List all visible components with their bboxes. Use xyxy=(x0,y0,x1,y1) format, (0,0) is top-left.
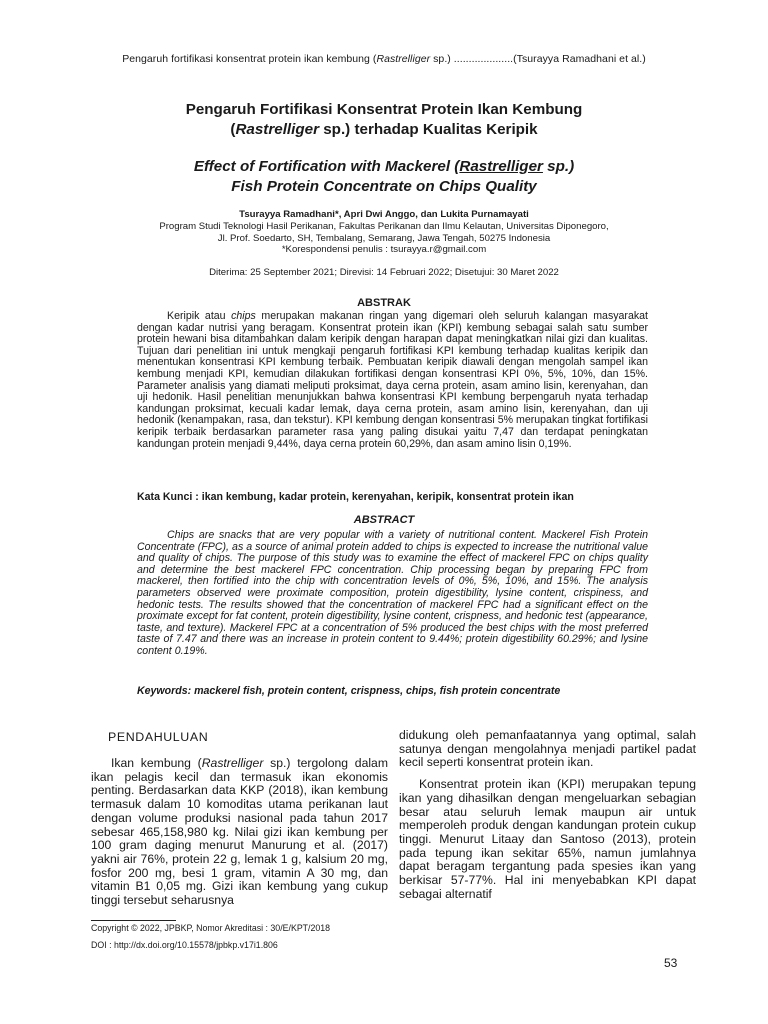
running-header-post: sp.) ....................(Tsurayya Ramadhani et al.) xyxy=(430,53,646,65)
doi-link[interactable]: DOI : http://dx.doi.org/10.15578/jpbkp.v17i1.806 xyxy=(91,940,278,950)
abstrak-text-pre: Keripik atau xyxy=(167,310,232,322)
kata-kunci: Kata Kunci : ikan kembung, kadar protein, kerenyahan, keripik, konsentrat protein ikan xyxy=(137,491,574,503)
body-column-left xyxy=(91,757,388,916)
affiliation-line1: Program Studi Teknologi Hasil Perikanan, Fakultas Perikanan dan Ilmu Kelautan, Universitas Diponegoro, xyxy=(159,221,609,232)
abstrak-text-body: merupakan makanan ringan yang digemari oleh seluruh kalangan masyarakat dengan kadar nutrisi yang beragam. Konsentrat protein ikan (KPI) kembung sebagai salah satu sumber protein hewani bisa ditambahkan dalam keripik dengan harapan dapat meningkatkan nilai gizi dan kualitas. Tujuan dari penelitian ini untuk mengkaji pengaruh fortifikasi KPI kembung terhadap kualitas keripik dan menentukan konsentrasi KPI kembung terbaik. Pembuatan keripik diawali dengan mengolah sampel ikan kembung menjadi KPI, kemudian dilakukan fortifikasi dengan konsentrasi KPI 0%, 5%, 10%, dan 15%. Parameter analisis yang diamati meliputi proksimat, daya cerna protein, asam amino lisin, kerenyahan, dan uji hedonik. Hasil penelitian menunjukkan bahwa konsentrasi KPI kembung berpengaruh nyata terhadap kandungan proksimat, kecuali kadar lemak, daya cerna protein, asam amino lisin, kerenyahan, dan uji hedonik (kenampakan, rasa, dan tekstur). KPI kembung dengan konsentrasi 5% merupakan tingkat fortifikasi keripik terbaik berdasarkan parameter rasa yang paling disukai yaitu 7,47 dan terdapat peningkatan kandungan protein menjadi 9,44%, daya cerna protein 60,29%, dan asam amino lisin 0,19%. xyxy=(137,310,648,450)
title-english-line1-post: sp.) xyxy=(542,158,575,175)
keywords: Keywords: mackerel fish, protein content, crispness, chips, fish protein concentrate xyxy=(137,685,561,697)
title-paren: ( xyxy=(230,121,236,138)
title-english-line1 xyxy=(60,157,708,177)
section-heading-pendahuluan: PENDAHULUAN xyxy=(108,730,209,744)
title-indonesian-line2 xyxy=(60,120,708,140)
title-english xyxy=(60,157,708,197)
affiliation xyxy=(60,221,708,256)
correspondence-email: *Korespondensi penulis : tsurayya.r@gmail.com xyxy=(281,244,487,255)
title-species: Rastrelliger xyxy=(235,121,320,138)
footnote-rule xyxy=(91,920,176,921)
abstract-text: Chips are snacks that are very popular with a variety of nutritional content. Mackerel Fish Protein Concentrate (FPC), as a source of animal protein added to chips is expected to increase the nutritional value and quality of chips. The purpose of this study was to examine the effect of mackerel FPC on chips quality and determine the best mackerel FPC concentration. Chip processing began by preparing FPC from mackerel, then fortified into the chip with concentration levels of 0%, 5%, 10%, and 15%. The analysis parameters observed were proximate composition, protein digestibility, lysine content, crispiness, and hedonic tests. The results showed that the concentration of mackerel FPC had a significant effect on the proximate except for fat content, protein digestibility, lysine content, crispness, and hedonic test (appearance, taste, and texture). Mackerel FPC at a concentration of 5% produced the best chips with the most preferred taste of 7.47 and there was an increase in protein content to 9.44%; protein digestibility 60.29%; and lysine content 0.19%. xyxy=(137,529,648,657)
running-header-pre: Pengaruh fortifikasi konsentrat protein ikan kembung ( xyxy=(122,53,377,65)
intro-paragraph-1-cont: didukung oleh pemanfaatannya yang optimal, salah satunya dengan mengolahnya menjadi partikel padat kecil seperti konsentrat protein ikan. xyxy=(399,728,696,770)
intro-p1-pre: Ikan kembung ( xyxy=(111,756,202,770)
title-indonesian xyxy=(60,100,708,140)
title-english-species: Rastrelliger xyxy=(459,158,543,175)
affiliation-line2: Jl. Prof. Soedarto, SH, Tembalang, Semarang, Jawa Tengah, 50275 Indonesia xyxy=(217,232,551,244)
title-indonesian-line1: Pengaruh Fortifikasi Konsentrat Protein Ikan Kembung xyxy=(185,101,583,118)
intro-paragraph-1 xyxy=(91,757,388,908)
intro-paragraph-2: Konsentrat protein ikan (KPI) merupakan tepung ikan yang dihasilkan dengan mengeluarkan sebagian besar atau seluruh lemak maupun air untuk memperoleh produk dengan kandungan protein cukup tinggi. Menurut Litaay dan Santoso (2013), protein pada tepung ikan sekitar 65%, namun jumlahnya dapat beragam tergantung pada spesies ikan yang berkisar 57-77%. Hal ini menyebabkan KPI dapat sebagai alternatif xyxy=(399,777,696,901)
body-column-right xyxy=(399,729,696,909)
abstrak-text xyxy=(137,311,648,450)
running-header-species: Rastrelliger xyxy=(376,53,431,65)
abstract-heading: ABSTRACT xyxy=(353,514,415,526)
abstrak-heading: ABSTRAK xyxy=(357,297,411,309)
submission-dates: Diterima: 25 September 2021; Direvisi: 14 Februari 2022; Disetujui: 30 Maret 2022 xyxy=(209,267,559,278)
title-indonesian-line2-rest: sp.) terhadap Kualitas Keripik xyxy=(319,121,538,138)
author-list: Tsurayya Ramadhani*, Apri Dwi Anggo, dan Lukita Purnamayati xyxy=(239,209,529,220)
copyright-notice: Copyright © 2022, JPBKP, Nomor Akreditasi : 30/E/KPT/2018 xyxy=(91,923,331,933)
intro-p1-species: Rastrelliger xyxy=(201,756,264,770)
page-number: 53 xyxy=(664,956,678,970)
intro-p1-body: sp.) tergolong dalam ikan pelagis kecil dan termasuk ikan ekonomis penting. Berdasarkan data KKP (2018), ikan kembung termasuk dalam 10 komoditas utama perikanan laut dengan volume produksi nasional pada tahun 2017 sebesar 465,158,980 kg. Nilai gizi ikan kembung per 100 gram daging menurut Manurung et al. (2017) yakni air 76%, protein 22 g, lemak 1 g, kalsium 20 mg, fosfor 200 mg, besi 1 gram, vitamin A 30 mg, dan vitamin B1 0,05 mg. Gizi ikan kembung yang cukup tinggi tersebut seharusnya xyxy=(91,756,388,908)
running-header xyxy=(0,53,768,65)
abstrak-chips-term: chips xyxy=(231,310,256,322)
title-english-line1-pre: Effect of Fortification with Mackerel ( xyxy=(193,158,460,175)
title-english-line2: Fish Protein Concentrate on Chips Quality xyxy=(231,178,537,195)
